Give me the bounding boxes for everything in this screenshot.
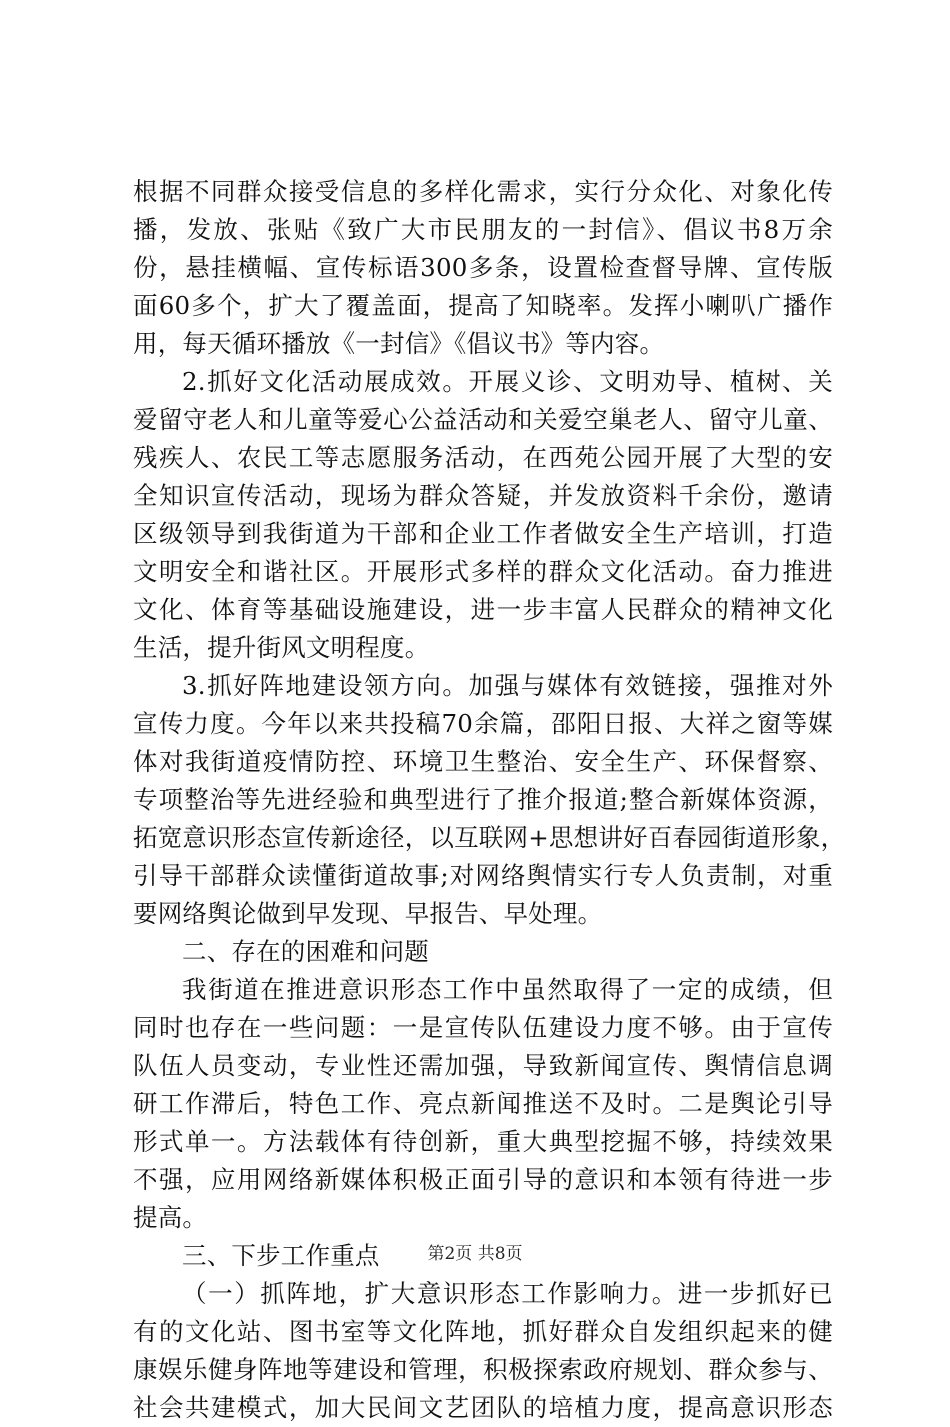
section-item-3-line: 3.抓好阵地建设领方向。加强与媒体有效链接，强推对外 xyxy=(182,671,833,700)
document-body xyxy=(133,173,846,1427)
body-line: 专项整治等先进经验和典型进行了推介报道;整合新媒体资源， xyxy=(133,785,833,814)
body-line: 份，悬挂横幅、宣传标语300多条，设置检查督导牌、宣传版 xyxy=(133,253,833,282)
body-line: 全知识宣传活动，现场为群众答疑，并发放资料千余份，邀请 xyxy=(133,481,833,510)
body-line: 文化、体育等基础设施建设，进一步丰富人民群众的精神文化 xyxy=(133,595,833,624)
body-line: 文明安全和谐社区。开展形式多样的群众文化活动。奋力推进 xyxy=(133,557,833,586)
body-line: 有的文化站、图书室等文化阵地，抓好群众自发组织起来的健 xyxy=(133,1317,833,1346)
body-line: 面60多个，扩大了覆盖面，提高了知晓率。发挥小喇叭广播作 xyxy=(133,291,833,320)
body-line: 队伍人员变动，专业性还需加强，导致新闻宣传、舆情信息调 xyxy=(133,1051,833,1080)
body-line: 引导干部群众读懂街道故事;对网络舆情实行专人负责制，对重 xyxy=(133,861,833,890)
section-heading-difficulties: 二、存在的困难和问题 xyxy=(182,937,429,966)
body-line: 播，发放、张贴《致广大市民朋友的一封信》、倡议书8万余 xyxy=(133,215,833,244)
body-line: 体对我街道疫情防控、环境卫生整治、安全生产、环保督察、 xyxy=(133,747,833,776)
section-item-2-line: 2.抓好文化活动展成效。开展义诊、文明劝导、植树、关 xyxy=(182,367,833,396)
body-line: 要网络舆论做到早发现、早报告、早处理。 xyxy=(133,899,603,928)
body-line: 宣传力度。今年以来共投稿70余篇，邵阳日报、大祥之窗等媒 xyxy=(133,709,833,738)
page-number-footer: 第2页 共8页 xyxy=(427,1244,523,1264)
body-line: 我街道在推进意识形态工作中虽然取得了一定的成绩，但 xyxy=(182,975,833,1004)
body-line: 用，每天循环播放《一封信》《倡议书》等内容。 xyxy=(133,329,665,358)
body-line: 研工作滞后，特色工作、亮点新闻推送不及时。二是舆论引导 xyxy=(133,1089,833,1118)
body-line: 提高。 xyxy=(133,1203,208,1232)
section-heading-next-steps: 三、下步工作重点 xyxy=(182,1241,380,1270)
body-line: 形式单一。方法载体有待创新，重大典型挖掘不够，持续效果 xyxy=(133,1127,833,1156)
body-line: 区级领导到我街道为干部和企业工作者做安全生产培训，打造 xyxy=(133,519,833,548)
body-line: 爱留守老人和儿童等爱心公益活动和关爱空巢老人、留守儿童、 xyxy=(133,405,833,434)
body-line: 社会共建模式，加大民间文艺团队的培植力度，提高意识形态 xyxy=(133,1393,833,1422)
body-line: 康娱乐健身阵地等建设和管理，积极探索政府规划、群众参与、 xyxy=(133,1355,833,1384)
body-line: 生活，提升街风文明程度。 xyxy=(133,633,430,662)
body-line: 同时也存在一些问题：一是宣传队伍建设力度不够。由于宣传 xyxy=(133,1013,833,1042)
body-line: 根据不同群众接受信息的多样化需求，实行分众化、对象化传 xyxy=(133,177,833,206)
body-line: 拓宽意识形态宣传新途径，以互联网+思想讲好百春园街道形象， xyxy=(133,823,846,852)
body-line: （一）抓阵地，扩大意识形态工作影响力。进一步抓好已 xyxy=(182,1279,833,1308)
body-line: 不强，应用网络新媒体积极正面引导的意识和本领有待进一步 xyxy=(133,1165,833,1194)
body-line: 残疾人、农民工等志愿服务活动，在西苑公园开展了大型的安 xyxy=(133,443,833,472)
